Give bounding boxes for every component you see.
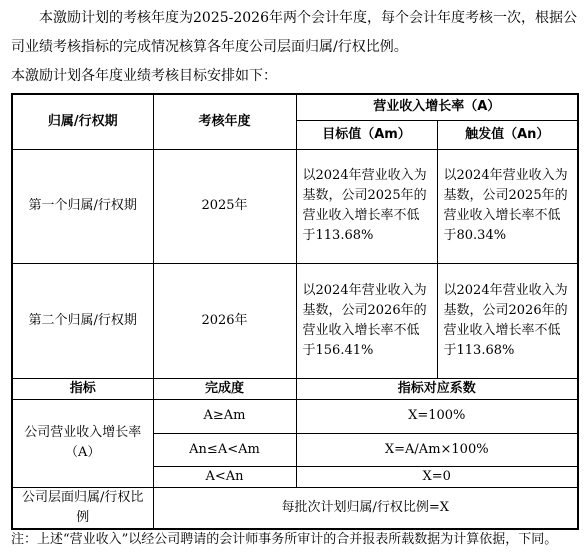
completion-cell: An≤A<Am (153, 433, 296, 466)
performance-table (11, 93, 579, 530)
intro-subheading: 本激励计划各年度业绩考核目标安排如下： (11, 68, 277, 84)
target-cell: 以2024年营业收入为基数，公司2025年的营业收入增长率不低于113.68% (296, 149, 437, 263)
header-growth: 营业收入增长率（A） (296, 94, 578, 120)
company-ratio-value: 每批次计划归属/行权比例=X (153, 487, 578, 529)
header-year: 考核年度 (153, 94, 296, 149)
trigger-cell: 以2024年营业收入为基数，公司2025年的营业收入增长率不低于80.34% (437, 149, 578, 263)
header-coefficient: 指标对应系数 (296, 378, 578, 399)
year-cell: 2026年 (153, 263, 296, 378)
header-completion: 完成度 (153, 378, 296, 399)
header-target: 目标值（Am） (296, 120, 437, 149)
completion-cell: A<An (153, 466, 296, 487)
completion-cell: A≥Am (153, 399, 296, 433)
year-cell: 2025年 (153, 149, 296, 263)
target-cell: 以2024年营业收入为基数，公司2026年的营业收入增长率不低于156.41% (296, 263, 437, 378)
period-cell: 第一个归属/行权期 (12, 149, 153, 263)
indicator-cell: 公司营业收入增长率（A） (12, 399, 153, 487)
header-period: 归属/行权期 (12, 94, 153, 149)
header-trigger: 触发值（An） (437, 120, 578, 149)
header-indicator: 指标 (12, 378, 153, 399)
coefficient-cell: X=100% (296, 399, 578, 433)
company-ratio-label: 公司层面归属/行权比例 (12, 487, 153, 529)
intro-paragraph: 本激励计划的考核年度为2025-2026年两个会计年度，每个会计年度考核一次，根据公司业绩考核指标的完成情况核算各年度公司层面归属/行权比例。 (11, 10, 577, 55)
period-cell: 第二个归属/行权期 (12, 263, 153, 378)
coefficient-cell: X=A/Am×100% (296, 433, 578, 466)
footnote: 注：上述“营业收入”以经公司聘请的会计师事务所审计的合并报表所载数据为计算依据，下同。 (11, 532, 558, 547)
coefficient-cell: X=0 (296, 466, 578, 487)
trigger-cell: 以2024年营业收入为基数，公司2026年的营业收入增长率不低于113.68% (437, 263, 578, 378)
